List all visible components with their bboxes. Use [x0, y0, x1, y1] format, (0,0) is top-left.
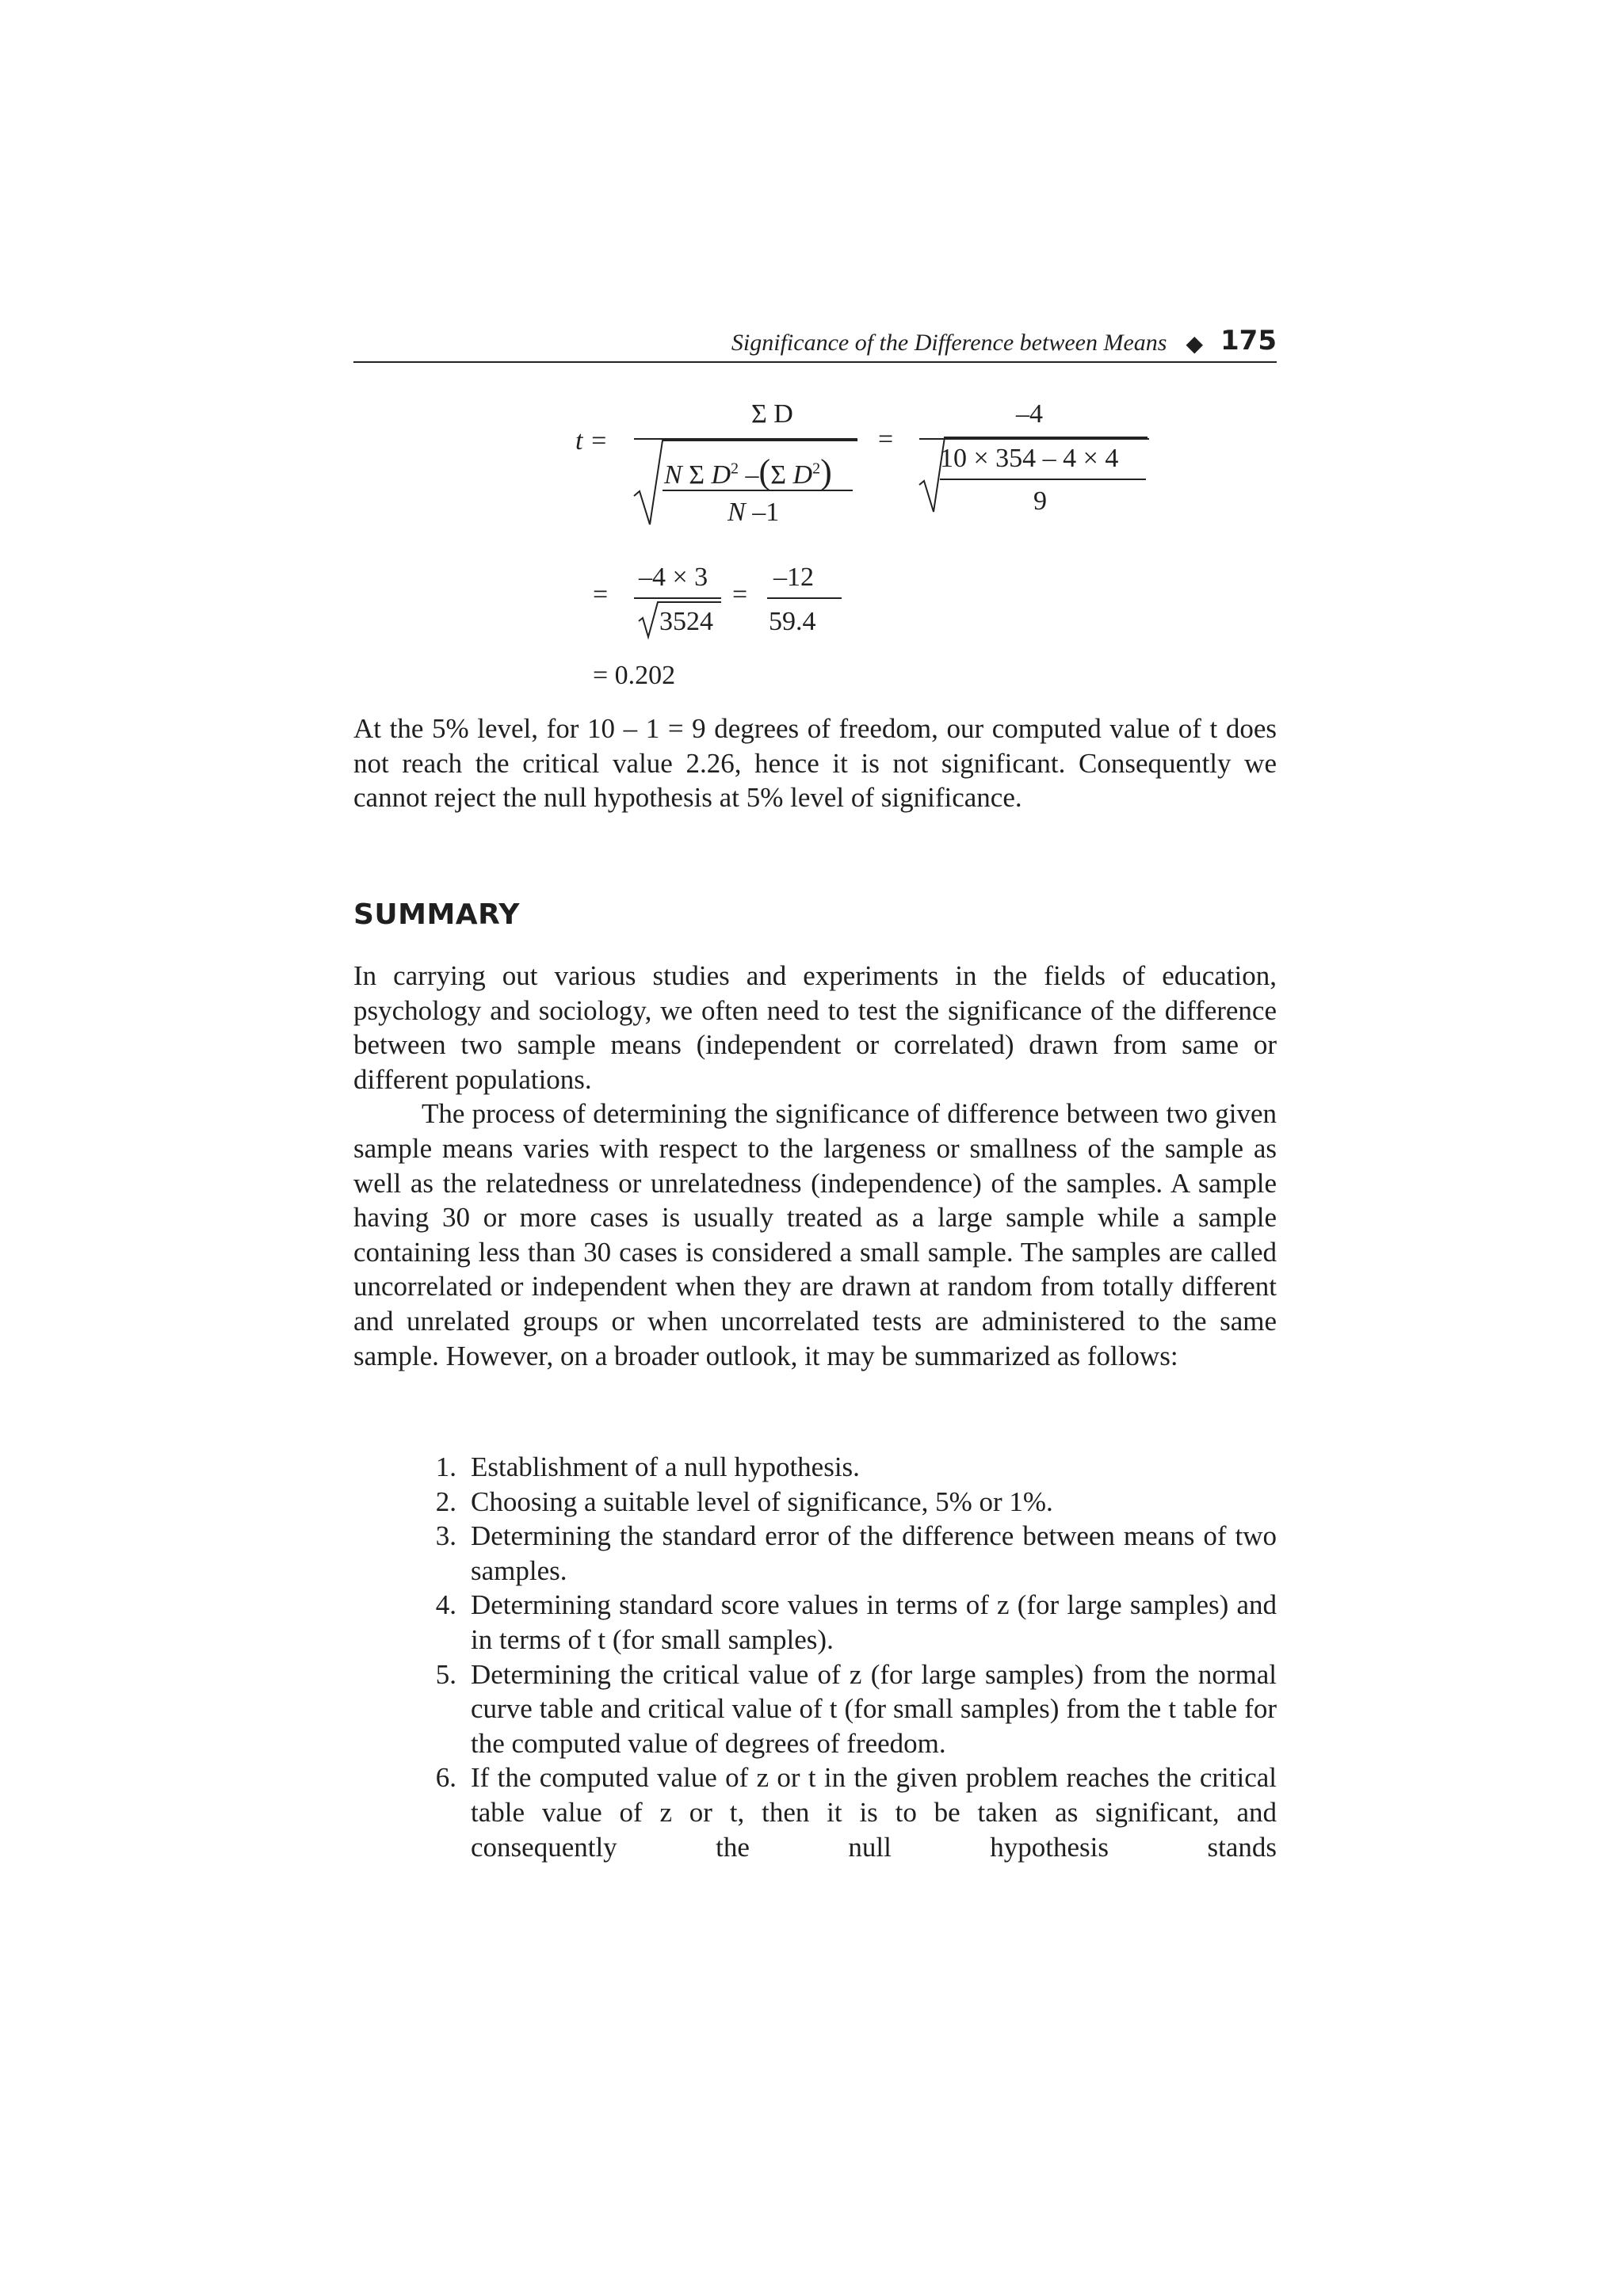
- equals-sign: =: [732, 580, 748, 609]
- fraction-bar-4: [767, 597, 842, 599]
- inner-fraction-bar-2: [940, 479, 1146, 480]
- nine: 9: [1033, 486, 1047, 516]
- fraction-bar-3: [634, 597, 721, 599]
- radicand-numerator: N Σ $D^2$ –(Σ $D^2$): [664, 452, 832, 491]
- list-item: 1. Establishment of a null hypothesis.: [435, 1451, 860, 1482]
- line2-numerator-2: –12: [773, 563, 814, 592]
- radicand-numerator-2: 10 × 354 – 4 × 4: [940, 444, 1119, 473]
- page-number: 175: [1220, 325, 1277, 357]
- list-item: 6. If the computed value of z or t in the given problem reaches the critical table value of z or t, then it is to be taken as significant, and consequently the null hypothesis stands: [435, 1762, 1277, 1863]
- list-item: 3. Determining the standard error of the difference between means of two samples.: [435, 1520, 1277, 1586]
- n-minus-1: N –1: [727, 498, 780, 527]
- line2-denominator: 3524: [659, 607, 713, 636]
- summary-body: [353, 959, 1277, 1373]
- list-item: 5. Determining the critical value of z (for large samples) from the normal curve table and critical value of t (for small samples) from the t table for the computed value of degrees of freedom.: [435, 1658, 1277, 1759]
- summary-heading: SUMMARY: [353, 898, 520, 931]
- diamond-icon: ◆: [1186, 330, 1204, 357]
- line2-numerator: –4 × 3: [639, 563, 708, 592]
- running-title: Significance of the Difference between Means: [731, 330, 1167, 356]
- page-header: [353, 325, 1277, 363]
- conclusion-paragraph: At the 5% level, for 10 – 1 = 9 degrees of freedom, our computed value of t does not reach the critical value 2.26, hence it is not significant. Consequently we cannot reject the null hypothesis at 5% level of significance.: [353, 713, 1277, 814]
- equals-sign: =: [593, 580, 609, 609]
- equals-sign: =: [878, 425, 894, 454]
- summary-paragraph-2: The process of determining the significance of difference between two given sample means varies with respect to the largeness or smallness of the sample as well as the relatedness or unrelatedness (independence) of the samples. A sample having 30 or more cases is usually treated as a large sample while a sample containing less than 30 cases is considered a small sample. The samples are called uncorrelated or independent when they are drawn at random from totally different and unrelated groups or when uncorrelated tests are administered to the same sample. However, on a broader outlook, it may be summarized as follows:: [353, 1098, 1277, 1371]
- fraction-bar: [634, 438, 857, 440]
- list-item: 2. Choosing a suitable level of significance, 5% or 1%.: [435, 1486, 1053, 1517]
- steps-list: [353, 1450, 1277, 1864]
- list-item: 4. Determining standard score values in terms of z (for large samples) and in terms of t (for small samples).: [435, 1589, 1277, 1655]
- sigma-d-numerator: Σ D: [751, 399, 793, 429]
- t-lhs: t =: [575, 426, 608, 456]
- result-line: = 0.202: [593, 661, 676, 690]
- inner-fraction-bar: [663, 490, 853, 491]
- summary-paragraph-1: In carrying out various studies and experiments in the fields of education, psychology and sociology, we often need to test the significance of the difference between two sample means (independent or correlated) drawn from same or different populations.: [353, 960, 1277, 1095]
- minus-four: –4: [1016, 399, 1043, 429]
- line2-denominator-2: 59.4: [769, 607, 816, 636]
